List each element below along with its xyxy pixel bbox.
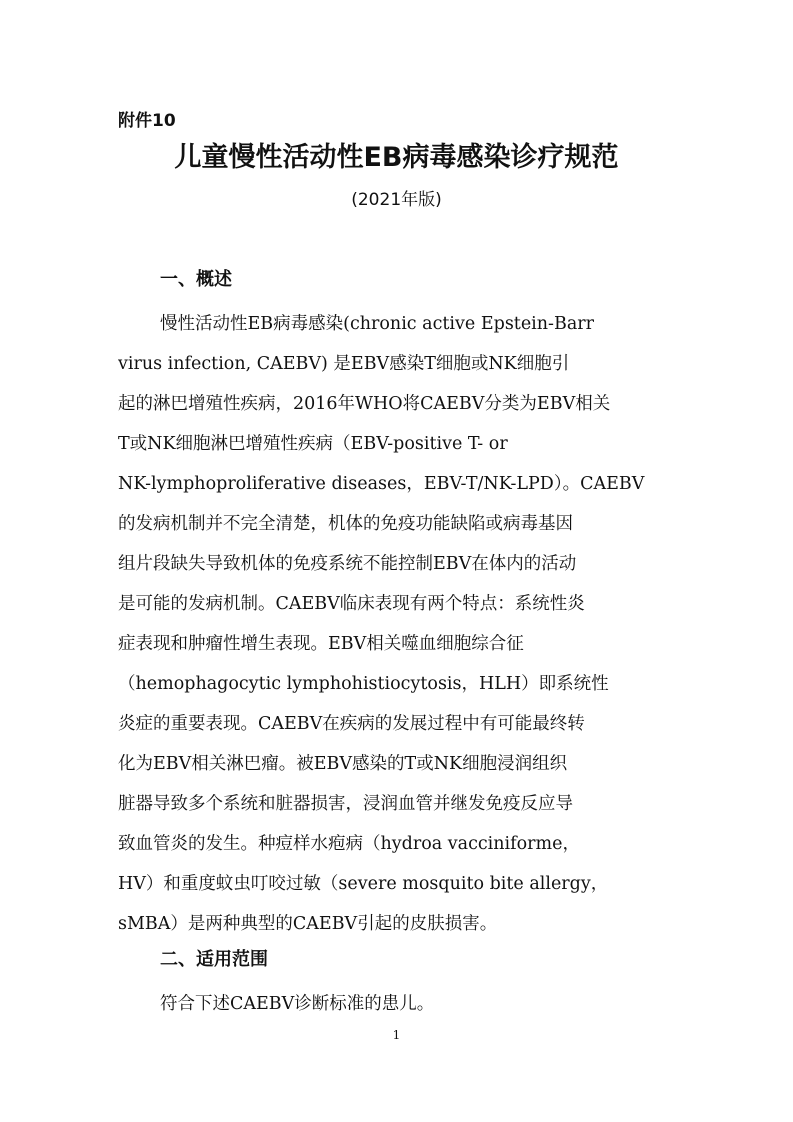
scope-paragraph: 符合下述CAEBV诊断标准的患儿。 xyxy=(160,994,435,1014)
paragraph-line: virus infection, CAEBV) 是EBV感染T细胞或NK细胞引 xyxy=(118,354,570,374)
paragraph-line: sMBA）是两种典型的CAEBV引起的皮肤损害。 xyxy=(118,914,498,934)
paragraph-line: 化为EBV相关淋巴瘤。被EBV感染的T或NK细胞浸润组织 xyxy=(118,754,568,774)
document-title: 儿童慢性活动性EB病毒感染诊疗规范 xyxy=(174,142,619,173)
overview-paragraph xyxy=(118,304,678,944)
paragraph-line: 是可能的发病机制。CAEBV临床表现有两个特点：系统性炎 xyxy=(118,594,585,614)
paragraph-line: （hemophagocytic lymphohistiocytosis，HLH）即系统性 xyxy=(118,674,609,694)
paragraph-line: 的发病机制并不完全清楚，机体的免疫功能缺陷或病毒基因 xyxy=(118,514,573,534)
paragraph-line: NK-lymphoproliferative diseases，EBV-T/NK-LPD）。CAEBV xyxy=(118,474,645,494)
paragraph-line: 慢性活动性EB病毒感染(chronic active Epstein-Barr xyxy=(160,314,594,334)
page-number: 1 xyxy=(392,1028,401,1042)
section-heading-scope: 二、适用范围 xyxy=(160,949,268,970)
paragraph-line: 脏器导致多个系统和脏器损害，浸润血管并继发免疫反应导 xyxy=(118,794,573,814)
attachment-label: 附件10 xyxy=(118,111,176,131)
paragraph-line: T或NK细胞淋巴增殖性疾病（EBV-positive T- or xyxy=(118,434,508,454)
paragraph-line: HV）和重度蚊虫叮咬过敏（severe mosquito bite allergy， xyxy=(118,874,609,894)
paragraph-line: 炎症的重要表现。CAEBV在疾病的发展过程中有可能最终转 xyxy=(118,714,585,734)
paragraph-line: 致血管炎的发生。种痘样水疱病（hydroa vacciniforme， xyxy=(118,834,580,854)
edition-label: (2021年版) xyxy=(351,190,442,210)
paragraph-line: 起的淋巴增殖性疾病，2016年WHO将CAEBV分类为EBV相关 xyxy=(118,394,611,414)
paragraph-line: 组片段缺失导致机体的免疫系统不能控制EBV在体内的活动 xyxy=(118,554,577,574)
paragraph-line: 症表现和肿瘤性增生表现。EBV相关噬血细胞综合征 xyxy=(118,634,524,654)
section-heading-overview: 一、概述 xyxy=(160,269,232,290)
